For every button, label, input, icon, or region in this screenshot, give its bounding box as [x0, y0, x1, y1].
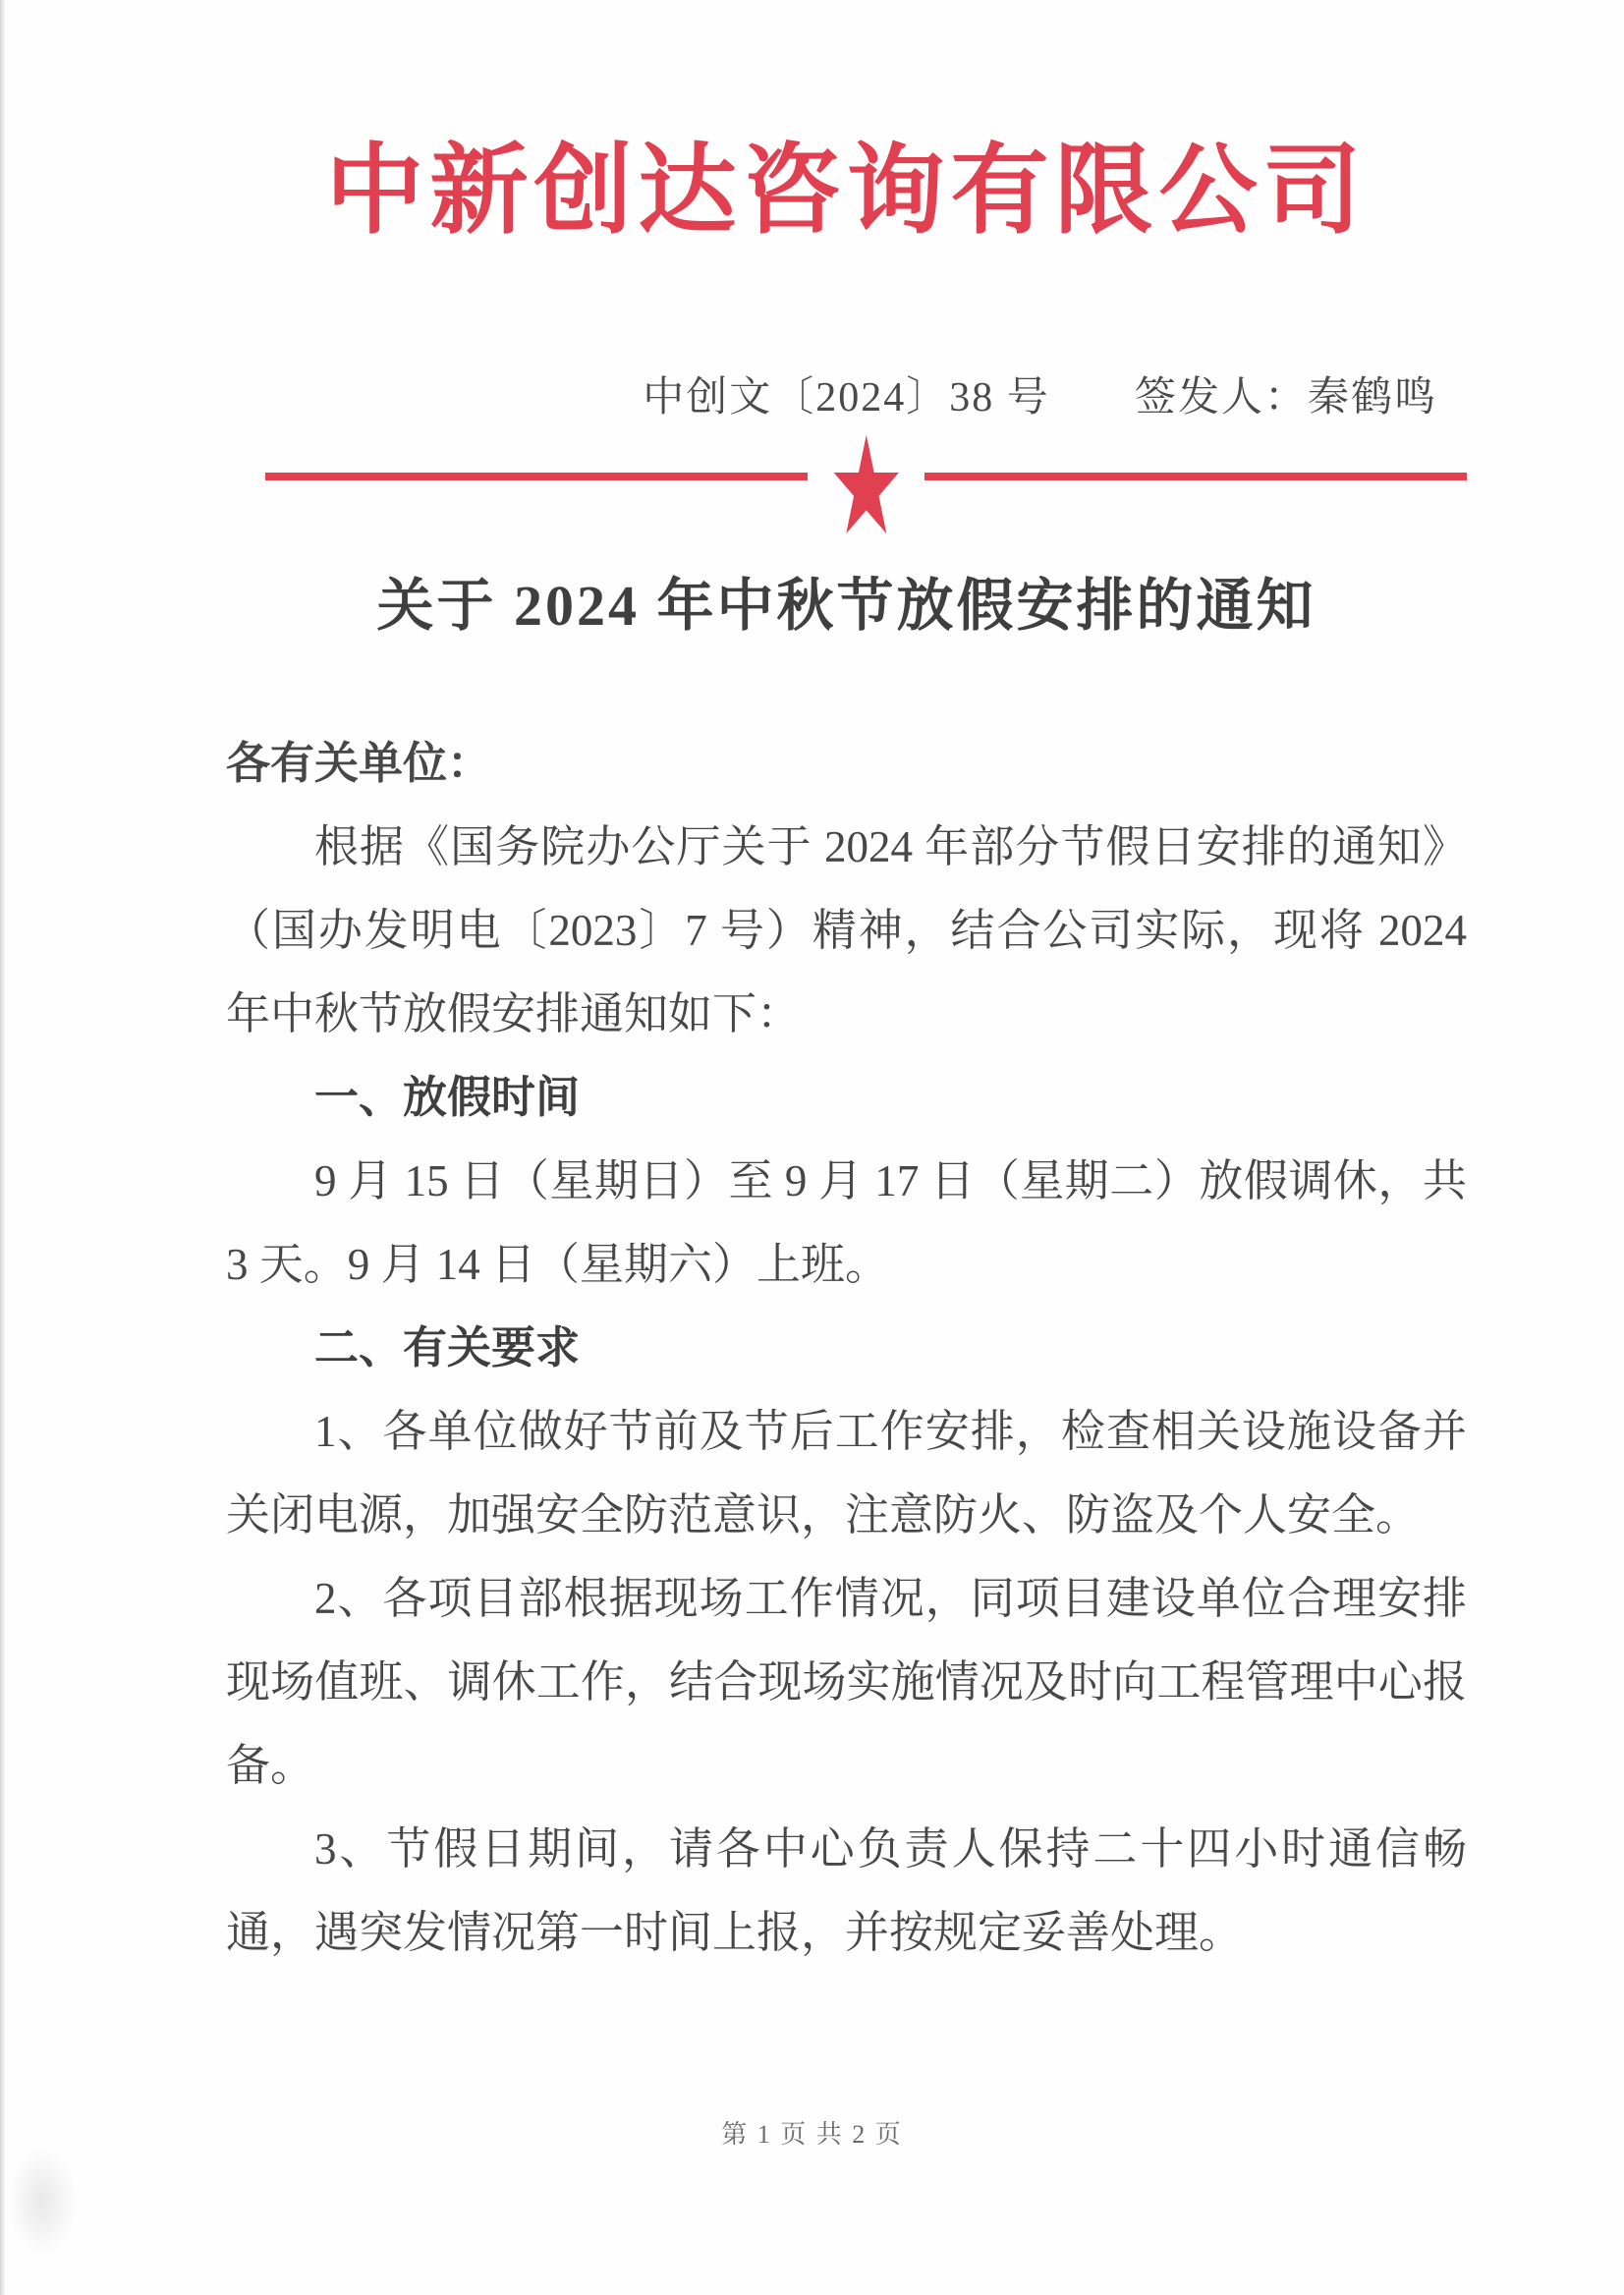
issuer-name: 签发人：秦鹤鸣 [1134, 375, 1437, 420]
page-footer: 第 1 页 共 2 页 [721, 2120, 903, 2149]
notice-body [226, 722, 1467, 1975]
divider-line-right [924, 473, 1467, 480]
red-divider: ★ [265, 432, 1467, 521]
section-2-heading: 二、有关要求 [314, 1323, 581, 1372]
intro-paragraph: 根据《国务院办公厅关于 2024 年部分节假日安排的通知》（国办发明电〔2023〕7 号）精神，结合公司实际，现将 2024 年中秋节放假安排通知如下： [226, 822, 1467, 1038]
section-1-heading: 一、放假时间 [314, 1073, 581, 1122]
doc-number: 中创文〔2024〕38 号 [643, 375, 1050, 420]
requirement-item-2: 2、各项目部根据现场工作情况，同项目建设单位合理安排现场值班、调休工作，结合现场实施情况及时向工程管理中心报备。 [226, 1574, 1467, 1790]
requirement-item-3: 3、节假日期间，请各中心负责人保持二十四小时通信畅通，遇突发情况第一时间上报，并按规定妥善处理。 [226, 1824, 1467, 1957]
divider-line-left [265, 473, 808, 480]
notice-title: 关于 2024 年中秋节放假安排的通知 [376, 574, 1316, 638]
company-name: 中新创达咨询有限公司 [325, 137, 1368, 246]
section-1-paragraph: 9 月 15 日（星期日）至 9 月 17 日（星期二）放假调休，共 3 天。9 月 14 日（星期六）上班。 [226, 1156, 1467, 1289]
requirement-item-1: 1、各单位做好节前及节后工作安排，检查相关设施设备并关闭电源，加强安全防范意识，注意防火、防盗及个人安全。 [226, 1407, 1467, 1539]
document-content [0, 118, 1624, 1975]
salutation: 各有关单位： [226, 739, 492, 788]
